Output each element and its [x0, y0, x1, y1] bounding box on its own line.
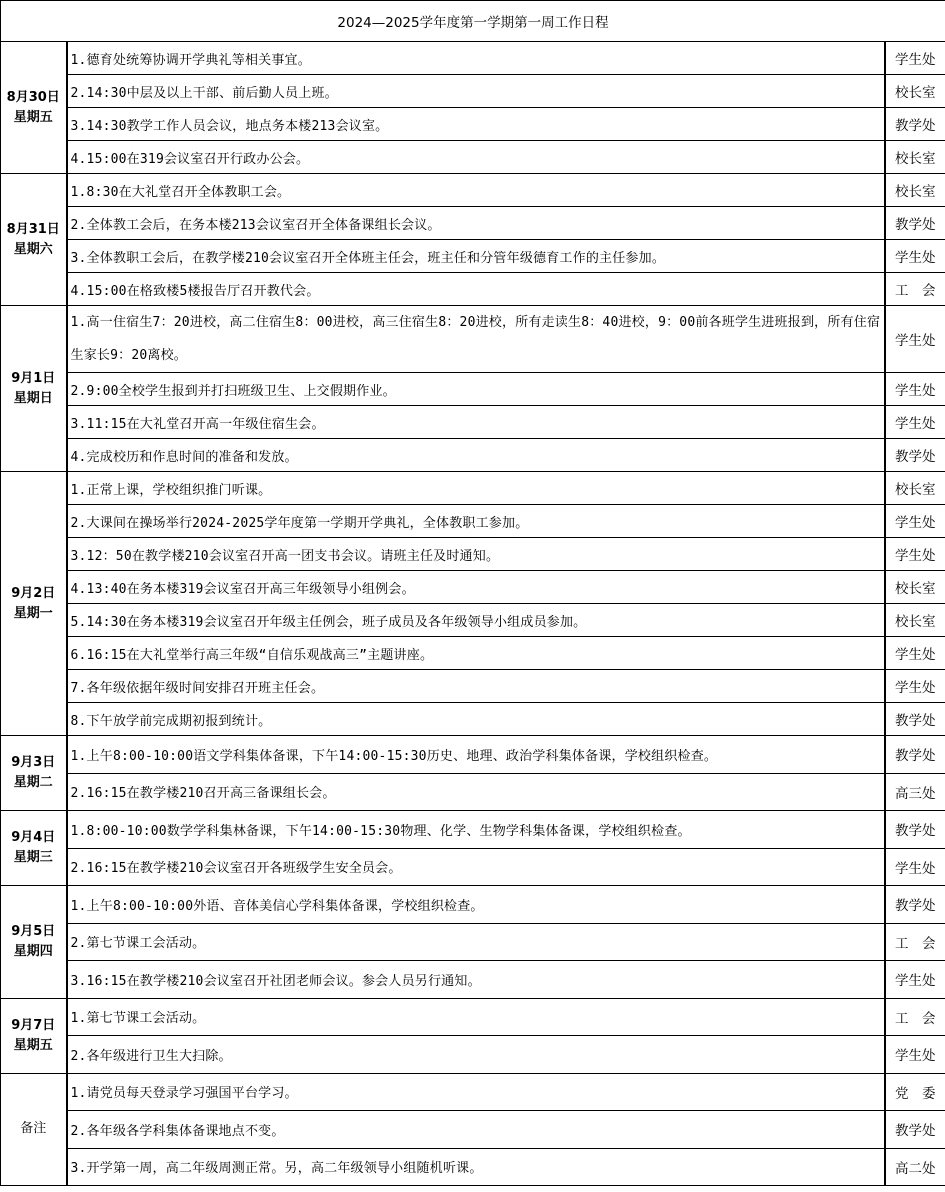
day-date: 9月4日	[11, 830, 56, 845]
department: 校长室	[885, 604, 945, 637]
department: 学生处	[885, 505, 945, 538]
department: 教学处	[885, 1111, 945, 1149]
schedule-item: 1.请党员每天登录学习强国平台学习。	[67, 1073, 885, 1111]
department: 工 会	[885, 273, 945, 306]
schedule-item: 3.开学第一周，高二年级周测正常。另，高二年级领导小组随机听课。	[67, 1148, 885, 1186]
department: 学生处	[885, 670, 945, 703]
schedule-row	[1, 703, 945, 736]
schedule-row	[1, 961, 945, 999]
schedule-row	[1, 406, 945, 439]
day-label	[1, 306, 67, 472]
department: 学生处	[885, 306, 945, 373]
schedule-row	[1, 108, 945, 141]
day-date: 9月5日	[11, 923, 56, 939]
schedule-item: 2.各年级进行卫生大扫除。	[67, 1036, 885, 1074]
department: 校长室	[885, 75, 945, 108]
day-weekday: 星期四	[13, 943, 53, 959]
schedule-row	[1, 571, 945, 604]
day-weekday: 星期五	[13, 109, 53, 125]
department: 教学处	[885, 207, 945, 240]
schedule-item: 3.11:15在大礼堂召开高一年级住宿生会。	[67, 406, 885, 439]
department: 学生处	[885, 1036, 945, 1074]
schedule-row	[1, 42, 945, 75]
day-label	[1, 1073, 67, 1186]
day-date: 9月3日	[11, 755, 56, 770]
day-label	[1, 42, 67, 174]
day-weekday: 星期二	[13, 775, 53, 790]
department: 教学处	[885, 703, 945, 736]
day-label	[1, 736, 67, 811]
schedule-item: 2.9:00全校学生报到并打扫班级卫生、上交假期作业。	[67, 373, 885, 406]
schedule-row	[1, 773, 945, 811]
schedule-row	[1, 306, 945, 373]
schedule-item: 8.下午放学前完成期初报到统计。	[67, 703, 885, 736]
day-weekday: 星期六	[13, 241, 53, 257]
page-title: 2024—2025学年度第一学期第一周工作日程	[1, 1, 945, 42]
schedule-item: 2.14:30中层及以上干部、前后勤人员上班。	[67, 75, 885, 108]
schedule-item: 4.完成校历和作息时间的准备和发放。	[67, 439, 885, 472]
day-weekday: 星期一	[13, 605, 53, 621]
schedule-item: 2.16:15在教学楼210会议室召开各班级学生安全员会。	[67, 848, 885, 886]
schedule-row	[1, 472, 945, 505]
schedule-row	[1, 538, 945, 571]
schedule-item: 6.16:15在大礼堂举行高三年级“自信乐观战高三”主题讲座。	[67, 637, 885, 670]
department: 校长室	[885, 141, 945, 174]
schedule-item: 1.高一住宿生7：20进校，高二住宿生8：00进校，高三住宿生8：20进校，所有走读生8：40进校，9：00前各班学生进班报到，所有住宿生家长9：20离校。	[67, 306, 885, 373]
schedule-item: 7.各年级依据年级时间安排召开班主任会。	[67, 670, 885, 703]
department: 教学处	[885, 811, 945, 849]
schedule-row	[1, 923, 945, 961]
schedule-item: 1.上午8:00-10:00语文学科集体备课，下午14:00-15:30历史、地理、政治学科集体备课，学校组织检查。	[67, 736, 885, 774]
day-label	[1, 174, 67, 306]
schedule-row	[1, 998, 945, 1036]
schedule-row	[1, 174, 945, 207]
day-label	[1, 886, 67, 999]
day-label	[1, 472, 67, 736]
schedule-item: 2.大课间在操场举行2024-2025学年度第一学期开学典礼，全体教职工参加。	[67, 505, 885, 538]
schedule-row	[1, 75, 945, 108]
department: 学生处	[885, 406, 945, 439]
schedule-item: 3.12：50在教学楼210会议室召开高一团支书会议。请班主任及时通知。	[67, 538, 885, 571]
department: 学生处	[885, 961, 945, 999]
day-weekday: 星期三	[13, 850, 53, 865]
schedule-item: 3.全体教职工会后，在教学楼210会议室召开全体班主任会，班主任和分管年级德育工作的主任参加。	[67, 240, 885, 273]
department: 高三处	[885, 773, 945, 811]
schedule-row	[1, 670, 945, 703]
department: 教学处	[885, 886, 945, 924]
department: 校长室	[885, 174, 945, 207]
department: 工 会	[885, 998, 945, 1036]
day-label	[1, 998, 67, 1073]
schedule-item: 2.各年级各学科集体备课地点不变。	[67, 1111, 885, 1149]
schedule-row	[1, 886, 945, 924]
schedule-item: 4.15:00在319会议室召开行政办公会。	[67, 141, 885, 174]
schedule-item: 2.16:15在教学楼210召开高三备课组长会。	[67, 773, 885, 811]
schedule-row	[1, 604, 945, 637]
department: 学生处	[885, 538, 945, 571]
schedule-item: 4.15:00在格致楼5楼报告厅召开教代会。	[67, 273, 885, 306]
department: 学生处	[885, 240, 945, 273]
schedule-item: 1.正常上课，学校组织推门听课。	[67, 472, 885, 505]
schedule-item: 3.16:15在教学楼210会议室召开社团老师会议。参会人员另行通知。	[67, 961, 885, 999]
schedule-item: 1.上午8:00-10:00外语、音体美信心学科集体备课，学校组织检查。	[67, 886, 885, 924]
schedule-row	[1, 1111, 945, 1149]
schedule-item: 1.8:30在大礼堂召开全体教职工会。	[67, 174, 885, 207]
schedule-item: 2.第七节课工会活动。	[67, 923, 885, 961]
department: 教学处	[885, 439, 945, 472]
department: 学生处	[885, 42, 945, 75]
schedule-row	[1, 439, 945, 472]
schedule-row	[1, 848, 945, 886]
schedule-item: 2.全体教工会后，在务本楼213会议室召开全体备课组长会议。	[67, 207, 885, 240]
department: 校长室	[885, 472, 945, 505]
department: 学生处	[885, 373, 945, 406]
day-date: 8月30日	[6, 89, 60, 105]
day-label	[1, 811, 67, 886]
department: 校长室	[885, 571, 945, 604]
department: 教学处	[885, 736, 945, 774]
schedule-row	[1, 273, 945, 306]
schedule-row	[1, 141, 945, 174]
schedule-row	[1, 240, 945, 273]
day-date: 8月31日	[6, 221, 60, 237]
department: 学生处	[885, 637, 945, 670]
schedule-row	[1, 637, 945, 670]
schedule-row	[1, 505, 945, 538]
department: 学生处	[885, 848, 945, 886]
department: 教学处	[885, 108, 945, 141]
day-date: 9月2日	[11, 585, 56, 601]
schedule-item: 1.德育处统筹协调开学典礼等相关事宜。	[67, 42, 885, 75]
schedule-row	[1, 207, 945, 240]
day-date: 9月1日	[11, 370, 56, 386]
department: 高二处	[885, 1148, 945, 1186]
schedule-row	[1, 373, 945, 406]
schedule-row	[1, 811, 945, 849]
department: 党 委	[885, 1073, 945, 1111]
department: 工 会	[885, 923, 945, 961]
day-date: 备注	[20, 1121, 47, 1137]
schedule-item: 1.第七节课工会活动。	[67, 998, 885, 1036]
schedule-item: 3.14:30教学工作人员会议，地点务本楼213会议室。	[67, 108, 885, 141]
day-weekday: 星期五	[13, 1037, 53, 1053]
schedule-row	[1, 1148, 945, 1186]
schedule-row	[1, 736, 945, 774]
schedule-item: 1.8:00-10:00数学学科集林备课，下午14:00-15:30物理、化学、生物学科集体备课，学校组织检查。	[67, 811, 885, 849]
title-row	[1, 1, 945, 42]
schedule-item: 4.13:40在务本楼319会议室召开高三年级领导小组例会。	[67, 571, 885, 604]
day-weekday: 星期日	[13, 390, 53, 406]
schedule-item: 5.14:30在务本楼319会议室召开年级主任例会，班子成员及各年级领导小组成员参加。	[67, 604, 885, 637]
day-date: 9月7日	[11, 1017, 56, 1033]
schedule-row	[1, 1036, 945, 1074]
schedule-row	[1, 1073, 945, 1111]
